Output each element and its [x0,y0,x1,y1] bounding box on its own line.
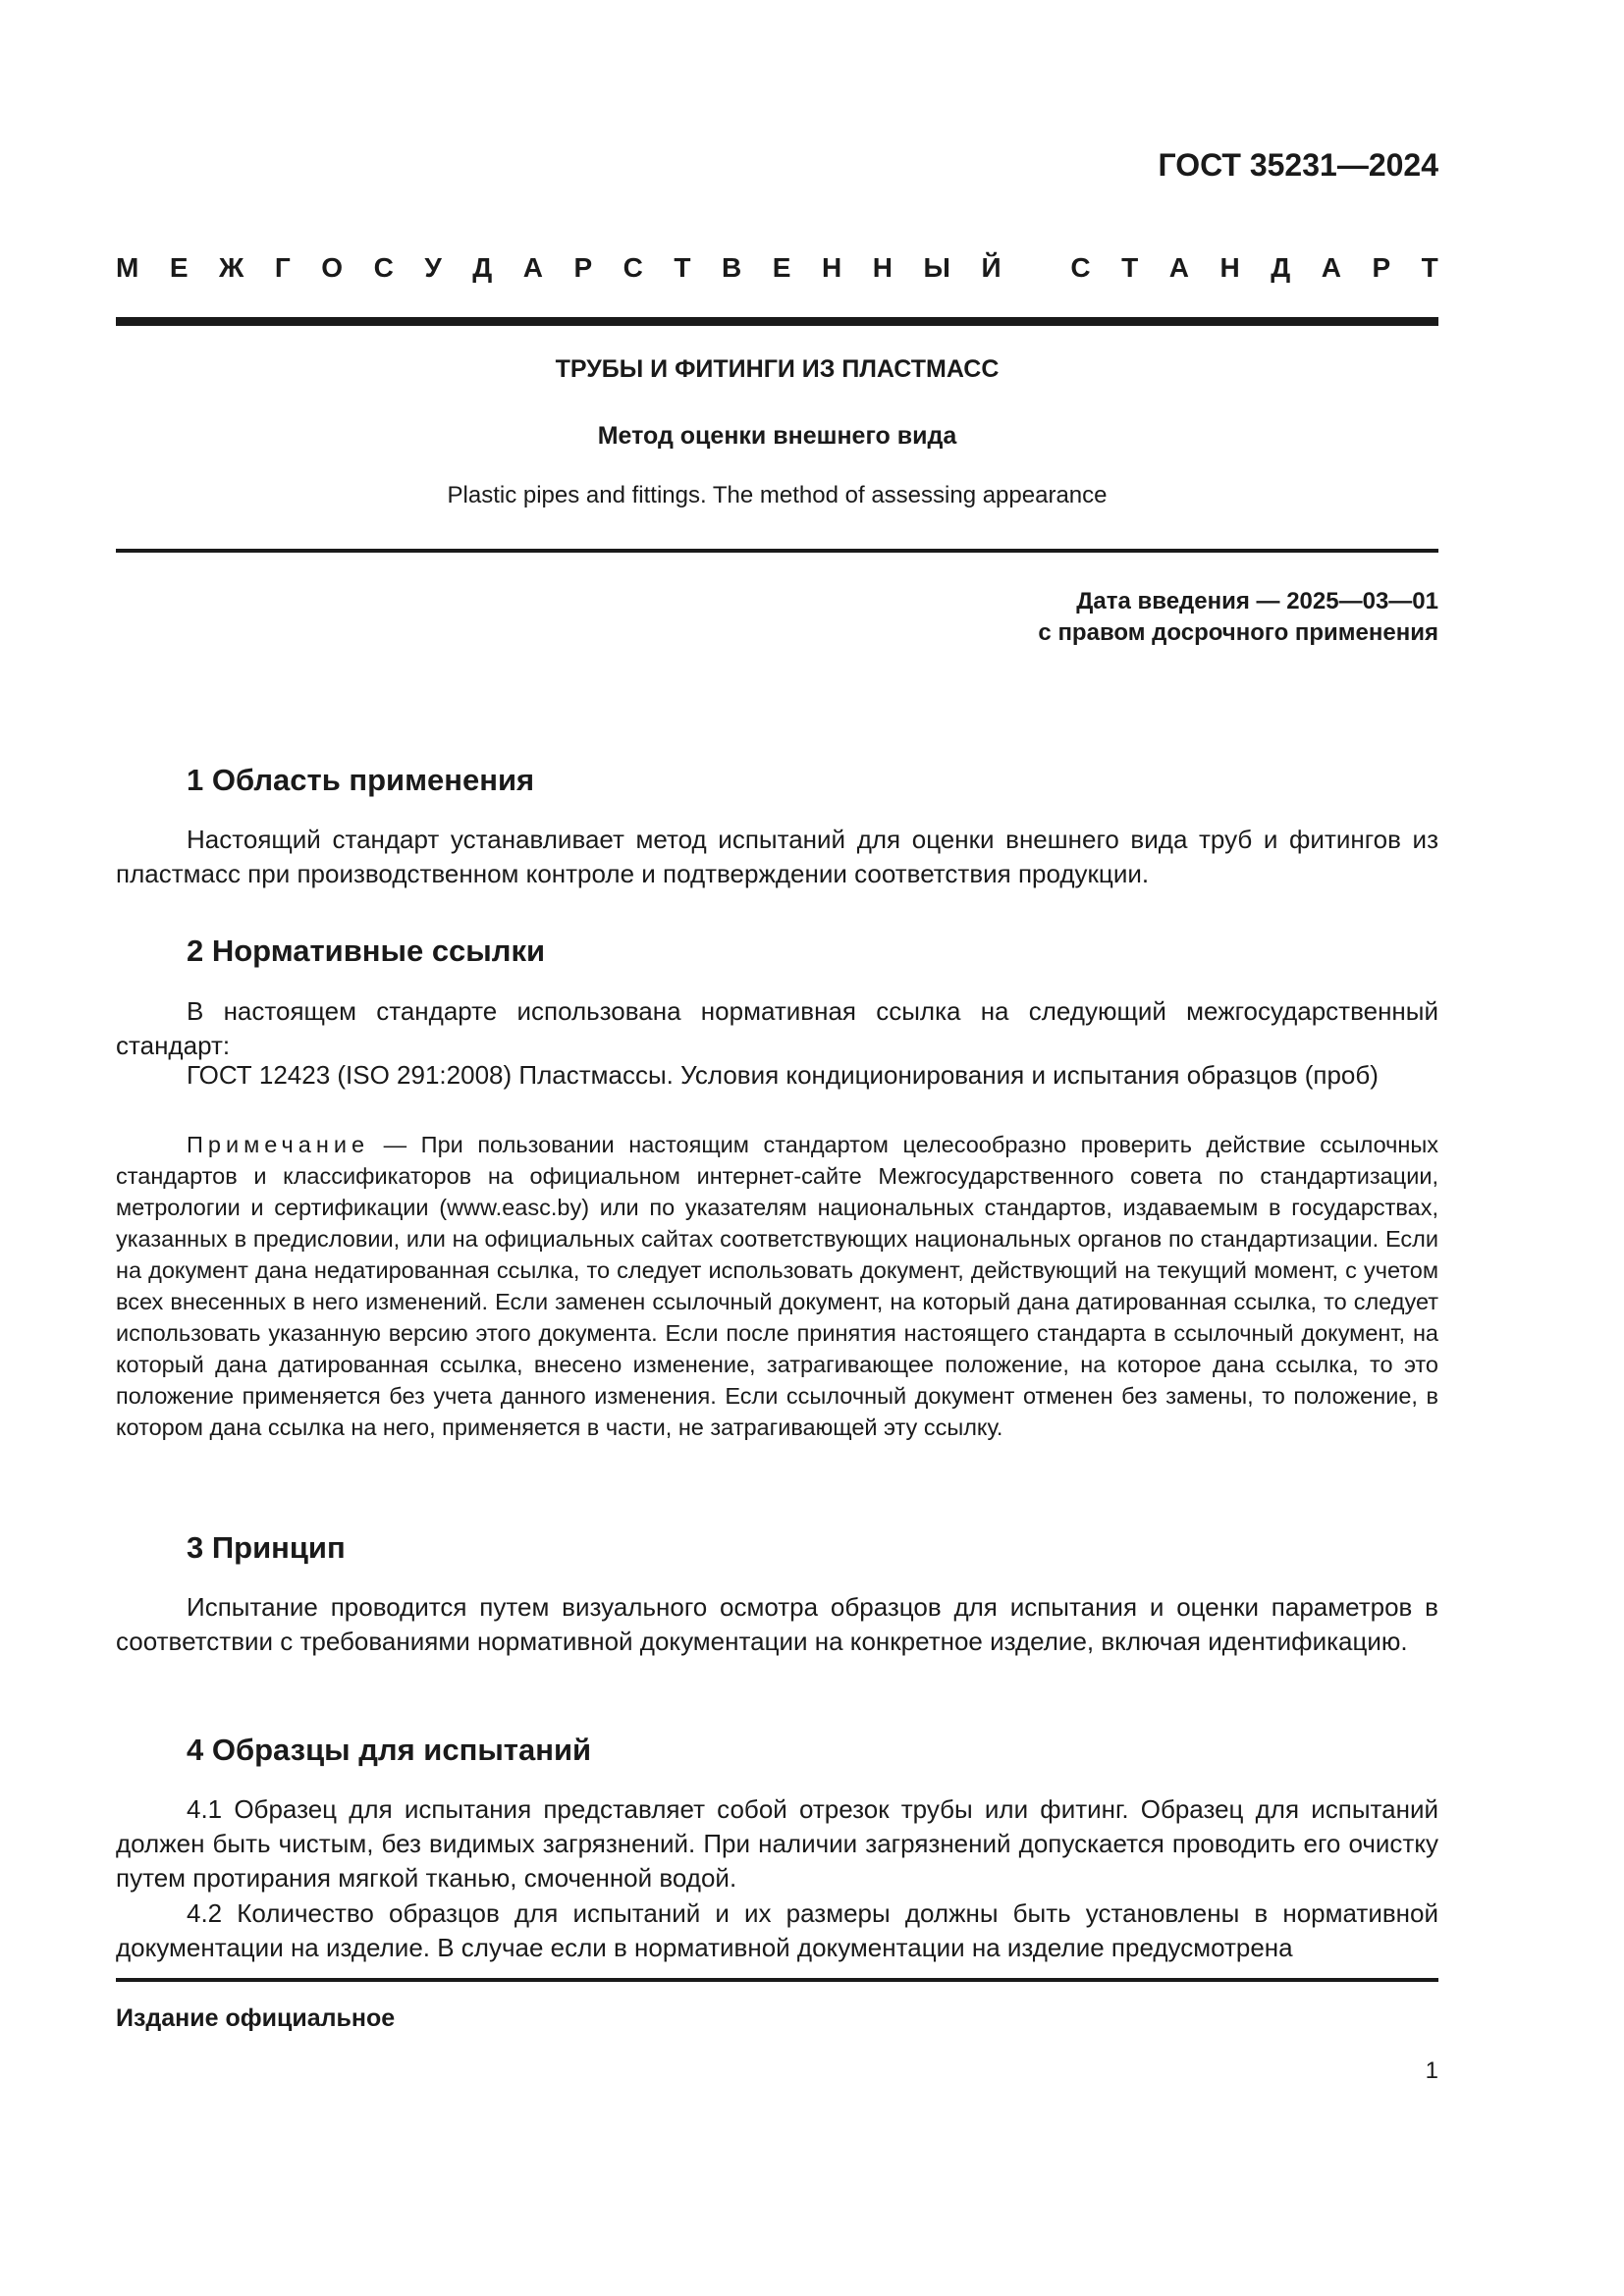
banner-letter: Й [981,252,1001,283]
banner-letter: Ы [923,252,950,283]
official-edition-label: Издание официальное [116,2004,396,2032]
banner-letter [1032,252,1040,284]
banner-letter: А [1321,252,1341,283]
document-number: ГОСТ 35231—2024 [1158,147,1438,183]
section-1-text: Настоящий стандарт устанавливает метод испытаний для оценки внешнего вида труб и фитингов из пластмасс при производственном контроле и подтверждении соответствия продукции. [116,825,1438,888]
banner-letter: С [623,252,643,283]
banner-letter: Р [573,252,593,283]
document-subtitle: Метод оценки внешнего вида [597,422,957,450]
footer-divider [116,1978,1438,1982]
section-2-reference: ГОСТ 12423 (ISO 291:2008) Пластмассы. Условия кондиционирования и испытания образцов (проб) [187,1060,1379,1090]
note-label: Примечание [187,1132,370,1157]
section-2-text: В настоящем стандарте использована нормативная ссылка на следующий межгосударственный стандарт: [116,996,1438,1060]
banner-letter: А [1168,252,1189,283]
banner-letter: Е [772,252,791,283]
banner-letter: У [424,252,442,283]
banner-letter: В [722,252,742,283]
banner-letter: Т [1121,252,1139,283]
section-3-text: Испытание проводится путем визуального осмотра образцов для испытания и оценки параметров в соответствии с требованиями нормативной документации на конкретное изделие, включая идентификацию. [116,1592,1438,1656]
banner-letter: Д [1271,252,1291,283]
document-title: ТРУБЫ И ФИТИНГИ ИЗ ПЛАСТМАСС [555,355,1000,383]
banner-letter: Т [1421,252,1438,283]
header-divider [116,317,1438,326]
early-application-line: с правом досрочного применения [1038,619,1438,646]
banner-letter: А [522,252,543,283]
section-4-2-text: 4.2 Количество образцов для испытаний и их размеры должны быть установлены в нормативной документации на изделие. В случае если в нормативной документации на изделие предусмотрена [116,1898,1438,1962]
note-text: — При пользовании настоящим стандартом целесообразно проверить действие ссылочных стандартов и классификаторов на официальном интернет-сайте Межгосударственного совета по стандартизации, метрологии и сертификации (www.easc.by) или по указателям национальных стандартов, издаваемым в государствах, указанных в предисловии, или на официальных сайтах соответствующих национальных органов по стандартизации. Если на документ дана недатированная ссылка, то следует использовать документ, действующий на текущий момент, с учетом всех внесенных в него изменений. Если заменен ссылочный документ, на который дана датированная ссылка, то следует использовать указанную версию этого документа. Если после принятия настоящего стандарта в ссылочный документ, на который дана датированная ссылка, внесено изменение, затрагивающее положение, на которое дана ссылка, то это положение применяется без учета данного изменения. Если ссылочный документ отменен без замены, то положение, в котором дана ссылка на него, применяется в части, не затрагивающей эту ссылку. [116,1132,1438,1440]
title-divider [116,549,1438,553]
section-2-note [116,1129,1438,1443]
banner-letter: Н [872,252,893,283]
page-number: 1 [1425,2057,1438,2084]
section-1-heading: 1 Область применения [187,763,535,797]
banner-letter: Р [1372,252,1391,283]
banner-letter: Ж [219,252,244,283]
section-4-1-text: 4.1 Образец для испытания представляет собой отрезок трубы или фитинг. Образец для испытаний должен быть чистым, без видимых загрязнений. При наличии загрязнений допускается проводить его очистку путем протирания мягкой тканью, смоченной водой. [116,1794,1438,1893]
banner-letter: М [116,252,139,283]
banner-letter: О [321,252,344,283]
section-2-heading: 2 Нормативные ссылки [187,934,546,968]
banner-letter: С [1070,252,1091,283]
interstate-standard-banner [116,252,1438,284]
banner-letter: Е [169,252,189,283]
banner-letter: Н [1219,252,1240,283]
banner-letter: С [373,252,394,283]
banner-letter: Д [472,252,493,283]
section-3-heading: 3 Принцип [187,1530,346,1565]
banner-letter: Г [274,252,291,283]
document-english-title: Plastic pipes and fittings. The method of assessing appearance [447,482,1108,508]
banner-letter: Н [822,252,842,283]
banner-letter: Т [674,252,691,283]
introduction-date [1038,586,1438,649]
introduction-date-line: Дата введения — 2025—03—01 [1076,588,1438,614]
section-4-heading: 4 Образцы для испытаний [187,1733,592,1767]
